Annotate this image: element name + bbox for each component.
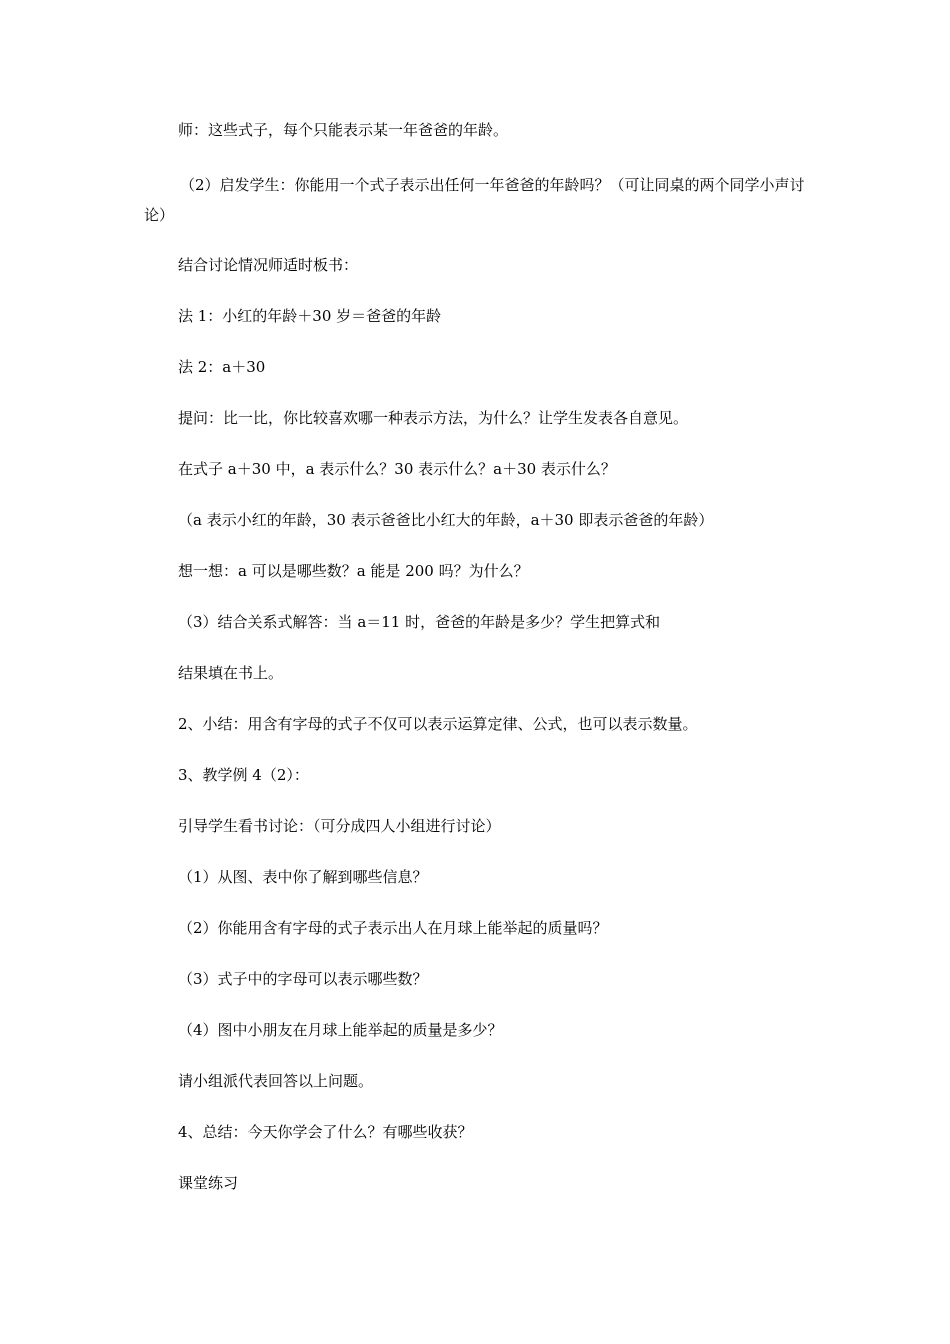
paragraph-classroom-practice: 课堂练习 <box>178 1174 239 1192</box>
paragraph-summary: 2、小结：用含有字母的式子不仅可以表示运算定律、公式，也可以表示数量。 <box>178 715 698 733</box>
paragraph-method-2: 法 2：a＋30 <box>178 358 266 376</box>
list-item-question-1: （1）从图、表中你了解到哪些信息？ <box>178 868 428 886</box>
paragraph-expression-meaning: 在式子 a＋30 中，a 表示什么？30 表示什么？a＋30 表示什么？ <box>178 460 616 478</box>
paragraph-example-heading: 3、教学例 4（2）： <box>178 766 309 784</box>
paragraph-group-discussion: 引导学生看书讨论：（可分成四人小组进行讨论） <box>178 817 501 835</box>
paragraph-expression-answer: （a 表示小红的年龄，30 表示爸爸比小红大的年龄，a＋30 即表示爸爸的年龄） <box>178 511 714 529</box>
paragraph-question-compare: 提问：比一比，你比较喜欢哪一种表示方法，为什么？让学生发表各自意见。 <box>178 409 689 427</box>
paragraph-group-answer: 请小组派代表回答以上问题。 <box>178 1072 374 1090</box>
paragraph-conclusion: 4、总结：今天你学会了什么？有哪些收获？ <box>178 1123 473 1141</box>
paragraph-board-writing: 结合讨论情况师适时板书： <box>178 256 359 274</box>
paragraph-fill-in: 结果填在书上。 <box>178 664 284 682</box>
paragraph-teacher-note: 师：这些式子，每个只能表示某一年爸爸的年龄。 <box>178 121 509 139</box>
paragraph-solve: （3）结合关系式解答：当 a＝11 时，爸爸的年龄是多少？学生把算式和 <box>178 613 661 631</box>
paragraph-prompt-students: （2）启发学生：你能用一个式子表示出任何一年爸爸的年龄吗？（可让同桌的两个同学小声讨论） <box>144 176 805 224</box>
list-item-question-2: （2）你能用含有字母的式子表示出人在月球上能举起的质量吗？ <box>178 919 608 937</box>
list-item-question-3: （3）式子中的字母可以表示哪些数？ <box>178 970 428 988</box>
paragraph-method-1: 法 1：小红的年龄＋30 岁＝爸爸的年龄 <box>178 307 442 325</box>
list-item-question-4: （4）图中小朋友在月球上能举起的质量是多少？ <box>178 1021 503 1039</box>
paragraph-think: 想一想：a 可以是哪些数？a 能是 200 吗？为什么？ <box>178 562 529 580</box>
